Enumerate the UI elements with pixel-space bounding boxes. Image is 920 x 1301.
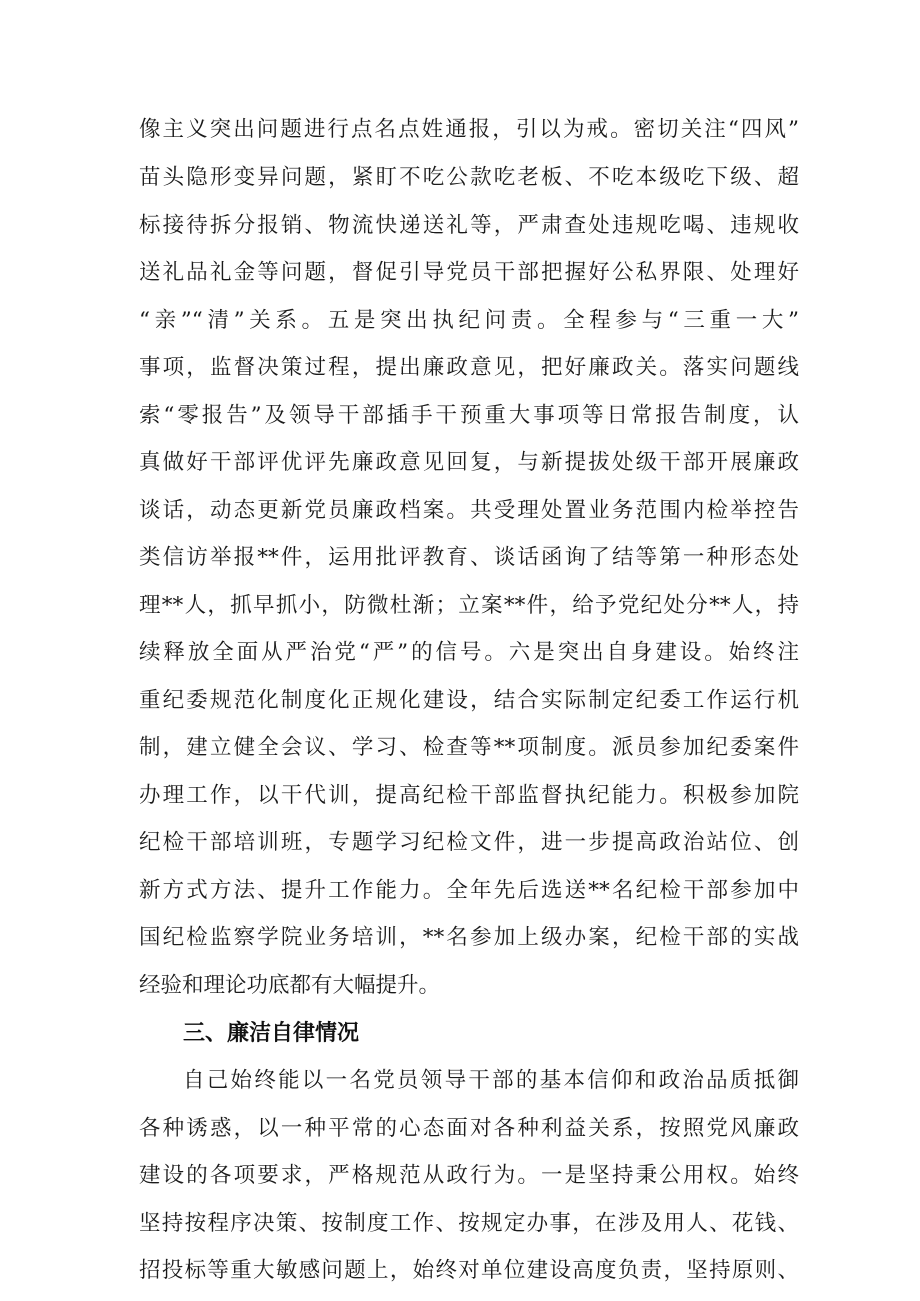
- paragraph-line: “亲”“清”关系。五是突出执纪问责。全程参与“三重一大”: [139, 308, 799, 333]
- paragraph-line: 纪检干部培训班，专题学习纪检文件，进一步提高政治站位、创: [139, 830, 799, 855]
- paragraph-line: 制，建立健全会议、学习、检查等**项制度。派员参加纪委案件: [139, 735, 799, 760]
- paragraph-line: 像主义突出问题进行点名点姓通报，引以为戒。密切关注“四风”: [139, 117, 799, 142]
- paragraph-line: 类信访举报**件，运用批评教育、谈话函询了结等第一种形态处: [139, 545, 799, 570]
- paragraph-line: 经验和理论功底都有大幅提升。: [139, 973, 441, 998]
- paragraph-line: 送礼品礼金等问题，督促引导党员干部把握好公私界限、处理好: [139, 260, 799, 285]
- paragraph-line: 办理工作，以干代训，提高纪检干部监督执纪能力。积极参加院: [139, 783, 799, 808]
- section-heading: 三、廉洁自律情况: [183, 1021, 360, 1046]
- paragraph-line: 标接待拆分报销、物流快递送礼等，严肃查处违规吃喝、违规收: [139, 213, 799, 238]
- paragraph-line: 事项，监督决策过程，提出廉政意见，把好廉政关。落实问题线: [139, 355, 799, 380]
- paragraph-line: 各种诱惑，以一种平常的心态面对各种利益关系，按照党风廉政: [139, 1116, 799, 1141]
- paragraph-line: 国纪检监察学院业务培训，**名参加上级办案，纪检干部的实战: [139, 925, 799, 950]
- paragraph-line: 坚持按程序决策、按制度工作、按规定办事，在涉及用人、花钱、: [139, 1211, 799, 1236]
- paragraph-line: 建设的各项要求，严格规范从政行为。一是坚持秉公用权。始终: [139, 1163, 799, 1188]
- paragraph-line: 真做好干部评优评先廉政意见回复，与新提拔处级干部开展廉政: [139, 450, 799, 475]
- paragraph-line: 索“零报告”及领导干部插手干预重大事项等日常报告制度，认: [139, 403, 799, 428]
- paragraph-line: 苗头隐形变异问题，紧盯不吃公款吃老板、不吃本级吃下级、超: [139, 165, 799, 190]
- paragraph-line: 招投标等重大敏感问题上，始终对单位建设高度负责，坚持原则、: [139, 1258, 799, 1283]
- paragraph-line: 自己始终能以一名党员领导干部的基本信仰和政治品质抵御: [183, 1068, 799, 1093]
- paragraph-line: 重纪委规范化制度化正规化建设，结合实际制定纪委工作运行机: [139, 688, 799, 713]
- paragraph-line: 续释放全面从严治党“严”的信号。六是突出自身建设。始终注: [139, 640, 799, 665]
- paragraph-line: 谈话，动态更新党员廉政档案。共受理处置业务范围内检举控告: [139, 498, 799, 523]
- paragraph-line: 理**人，抓早抓小，防微杜渐；立案**件，给予党纪处分**人，持: [139, 593, 799, 618]
- paragraph-line: 新方式方法、提升工作能力。全年先后选送**名纪检干部参加中: [139, 878, 799, 903]
